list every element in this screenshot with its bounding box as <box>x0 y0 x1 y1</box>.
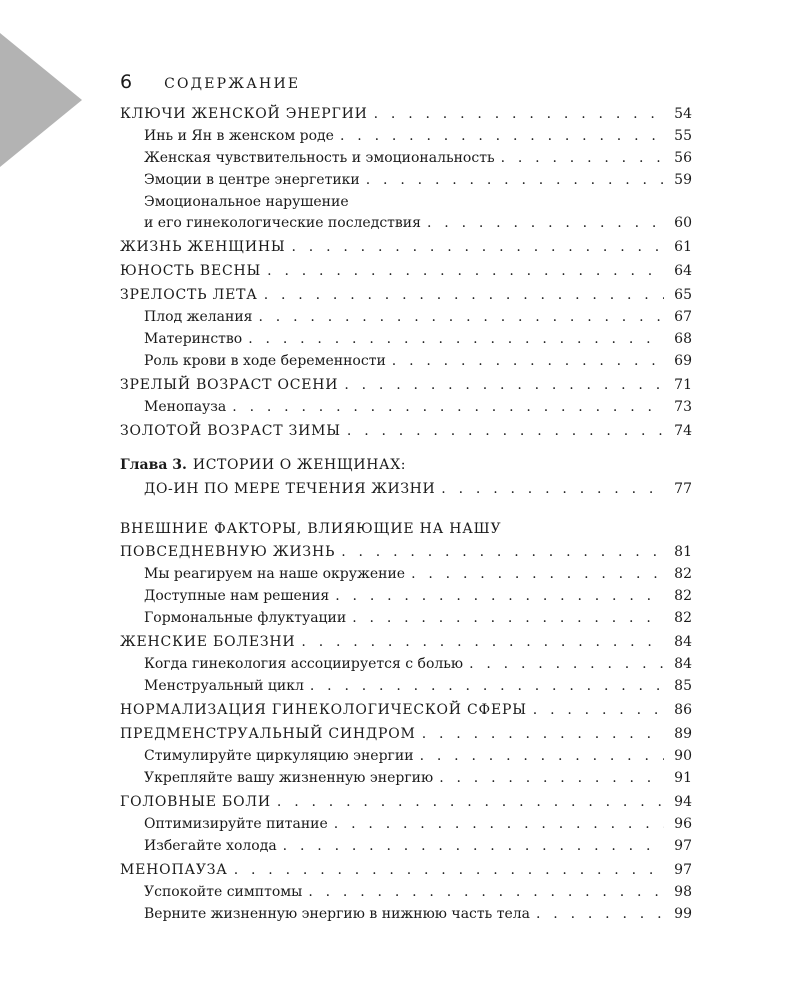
dot-leader <box>291 239 664 255</box>
toc-subentry[interactable] <box>120 566 692 588</box>
dot-leader <box>533 702 664 718</box>
dot-leader <box>301 634 664 650</box>
toc-page-number: 61 <box>674 239 692 255</box>
toc-entry-title: Эмоциональное нарушение <box>144 194 349 210</box>
dot-leader <box>308 884 664 900</box>
toc-subentry[interactable] <box>120 588 692 610</box>
page-corner-tab <box>0 33 82 167</box>
toc-subentry[interactable] <box>120 150 692 172</box>
toc-page-number: 81 <box>674 544 692 560</box>
toc-entry-title: ЖЕНСКИЕ БОЛЕЗНИ <box>120 634 296 650</box>
dot-leader <box>422 726 664 742</box>
toc-page-number: 84 <box>674 656 692 672</box>
toc-page-number: 60 <box>674 215 692 231</box>
toc-section-entry[interactable] <box>120 106 692 128</box>
toc-subentry[interactable] <box>120 610 692 632</box>
toc-subentry[interactable] <box>120 838 692 860</box>
dot-leader <box>267 263 664 279</box>
toc-page-number: 97 <box>674 838 692 854</box>
toc-entry-title: Избегайте холода <box>144 838 277 854</box>
toc-entry-title: НОРМАЛИЗАЦИЯ ГИНЕКОЛОГИЧЕСКОЙ СФЕРЫ <box>120 702 527 718</box>
toc-subentry[interactable] <box>120 748 692 770</box>
dot-leader <box>248 331 664 347</box>
toc-page-number: 82 <box>674 566 692 582</box>
chapter-title-line1: ИСТОРИИ О ЖЕНЩИНАХ: <box>192 457 407 473</box>
toc-entry[interactable] <box>120 481 692 505</box>
toc-page-number: 82 <box>674 588 692 604</box>
toc-section-entry[interactable] <box>120 239 692 261</box>
dot-leader <box>234 862 664 878</box>
toc-entry-title: Оптимизируйте питание <box>144 816 328 832</box>
toc-entry-title: Плод желания <box>144 309 253 325</box>
toc-subentry[interactable] <box>120 215 692 237</box>
toc-entry-title: Эмоции в центре энергетики <box>144 172 360 188</box>
toc-subentry[interactable] <box>120 656 692 678</box>
chapter-label: Глава 3. <box>120 457 187 473</box>
toc-entry-title: Менопауза <box>144 399 227 415</box>
toc-page-number: 90 <box>674 748 692 764</box>
toc-entry-title: Гормональные флуктуации <box>144 610 347 626</box>
toc-page-number: 73 <box>674 399 692 415</box>
toc-section-entry[interactable] <box>120 377 692 399</box>
toc-entry-title: Доступные нам решения <box>144 588 330 604</box>
toc-subentry[interactable] <box>120 331 692 353</box>
toc-entry-title: и его гинекологические последствия <box>144 215 421 231</box>
toc-page-number: 69 <box>674 353 692 369</box>
toc-entry-title: КЛЮЧИ ЖЕНСКОЙ ЭНЕРГИИ <box>120 106 368 122</box>
toc-entry-title: Успокойте симптомы <box>144 884 303 900</box>
dot-leader <box>347 423 664 439</box>
toc-page-number: 55 <box>674 128 692 144</box>
dot-leader <box>374 106 664 122</box>
toc-page-number: 89 <box>674 726 692 742</box>
toc-block-1 <box>120 106 692 445</box>
toc-entry-title: ПОВСЕДНЕВНУЮ ЖИЗНЬ <box>120 544 336 560</box>
toc-subentry[interactable] <box>120 884 692 906</box>
dot-leader <box>501 150 664 166</box>
dot-leader <box>352 610 664 626</box>
toc-entry-title: МЕНОПАУЗА <box>120 862 228 878</box>
dot-leader <box>310 678 664 694</box>
toc-page-number: 74 <box>674 423 692 439</box>
toc-block-2 <box>120 521 692 928</box>
toc-section-entry[interactable] <box>120 702 692 724</box>
dot-leader <box>439 770 664 786</box>
dot-leader <box>283 838 664 854</box>
toc-entry-title: Стимулируйте циркуляцию энергии <box>144 748 414 764</box>
dot-leader <box>411 566 664 582</box>
toc-page-number: 99 <box>674 906 692 922</box>
dot-leader <box>441 481 664 497</box>
toc-section-entry[interactable] <box>120 423 692 445</box>
toc-section-entry[interactable] <box>120 726 692 748</box>
chapter-heading <box>120 457 692 481</box>
toc-entry-title: ГОЛОВНЫЕ БОЛИ <box>120 794 271 810</box>
toc-entry-title: Роль крови в ходе беременности <box>144 353 386 369</box>
toc-page-number: 82 <box>674 610 692 626</box>
toc-page-number: 94 <box>674 794 692 810</box>
toc-subentry[interactable] <box>120 353 692 375</box>
dot-leader <box>427 215 664 231</box>
toc-chapter-3 <box>120 457 692 505</box>
dot-leader <box>341 544 664 560</box>
dot-leader <box>340 128 664 144</box>
toc-subentry[interactable] <box>120 194 692 215</box>
dot-leader <box>420 748 664 764</box>
toc-entry-title: ЗРЕЛОСТЬ ЛЕТА <box>120 287 258 303</box>
toc-section-entry[interactable] <box>120 634 692 656</box>
toc-page-number: 59 <box>674 172 692 188</box>
toc-page-number: 84 <box>674 634 692 650</box>
toc-section-entry[interactable] <box>120 794 692 816</box>
toc-subentry[interactable] <box>120 678 692 700</box>
toc-entry-title: Укрепляйте вашу жизненную энергию <box>144 770 434 786</box>
toc-section-entry[interactable] <box>120 521 692 542</box>
toc-entry-title: ВНЕШНИЕ ФАКТОРЫ, ВЛИЯЮЩИЕ НА НАШУ <box>120 521 502 537</box>
page-header <box>120 71 300 93</box>
toc-entry-title: ЗОЛОТОЙ ВОЗРАСТ ЗИМЫ <box>120 423 341 439</box>
toc-page-number: 64 <box>674 263 692 279</box>
toc-entry-title: Верните жизненную энергию в нижнюю часть тела <box>144 906 530 922</box>
toc-page-number: 67 <box>674 309 692 325</box>
page-number: 6 <box>120 71 133 93</box>
toc-page-number: 98 <box>674 884 692 900</box>
dot-leader <box>259 309 665 325</box>
dot-leader <box>334 816 664 832</box>
toc-section-entry[interactable] <box>120 862 692 884</box>
toc-entry-title: ЖИЗНЬ ЖЕНЩИНЫ <box>120 239 286 255</box>
toc-subentry[interactable] <box>120 399 692 421</box>
dot-leader <box>366 172 664 188</box>
toc-page-number: 96 <box>674 816 692 832</box>
toc-entry-title: Когда гинекология ассоциируется с болью <box>144 656 464 672</box>
toc-subentry[interactable] <box>120 816 692 838</box>
toc-subentry[interactable] <box>120 128 692 150</box>
toc-entry-title: Материнство <box>144 331 243 347</box>
toc-subentry[interactable] <box>120 770 692 792</box>
toc-page-number: 91 <box>674 770 692 786</box>
toc-page-number: 86 <box>674 702 692 718</box>
toc-entry-title: Менструальный цикл <box>144 678 304 694</box>
toc-entry-title: ЮНОСТЬ ВЕСНЫ <box>120 263 262 279</box>
chapter-title-line2: ДО-ИН ПО МЕРЕ ТЕЧЕНИЯ ЖИЗНИ <box>144 481 436 497</box>
table-of-contents <box>120 104 692 928</box>
toc-entry-title: Женская чувствительность и эмоциональность <box>144 150 495 166</box>
toc-entry-title: Инь и Ян в женском роде <box>144 128 334 144</box>
toc-section-entry[interactable] <box>120 544 692 566</box>
toc-page-number: 56 <box>674 150 692 166</box>
toc-page-number: 68 <box>674 331 692 347</box>
toc-entry-title: ПРЕДМЕНСТРУАЛЬНЫЙ СИНДРОМ <box>120 726 416 742</box>
toc-section-entry[interactable] <box>120 287 692 309</box>
toc-section-entry[interactable] <box>120 263 692 285</box>
dot-leader <box>232 399 664 415</box>
toc-page-number: 71 <box>674 377 692 393</box>
dot-leader <box>536 906 664 922</box>
toc-page-number: 65 <box>674 287 692 303</box>
toc-page-number: 54 <box>674 106 692 122</box>
dot-leader <box>335 588 664 604</box>
dot-leader <box>264 287 664 303</box>
dot-leader <box>469 656 664 672</box>
toc-page-number: 77 <box>674 481 692 497</box>
toc-subentry[interactable] <box>120 906 692 928</box>
toc-subentry[interactable] <box>120 309 692 331</box>
toc-page-number: 85 <box>674 678 692 694</box>
dot-leader <box>277 794 664 810</box>
toc-entry-title: ЗРЕЛЫЙ ВОЗРАСТ ОСЕНИ <box>120 377 339 393</box>
dot-leader <box>344 377 664 393</box>
toc-entry-title: Мы реагируем на наше окружение <box>144 566 406 582</box>
section-title: СОДЕРЖАНИЕ <box>164 76 301 92</box>
dot-leader <box>392 353 664 369</box>
toc-page-number: 97 <box>674 862 692 878</box>
toc-subentry[interactable] <box>120 172 692 194</box>
